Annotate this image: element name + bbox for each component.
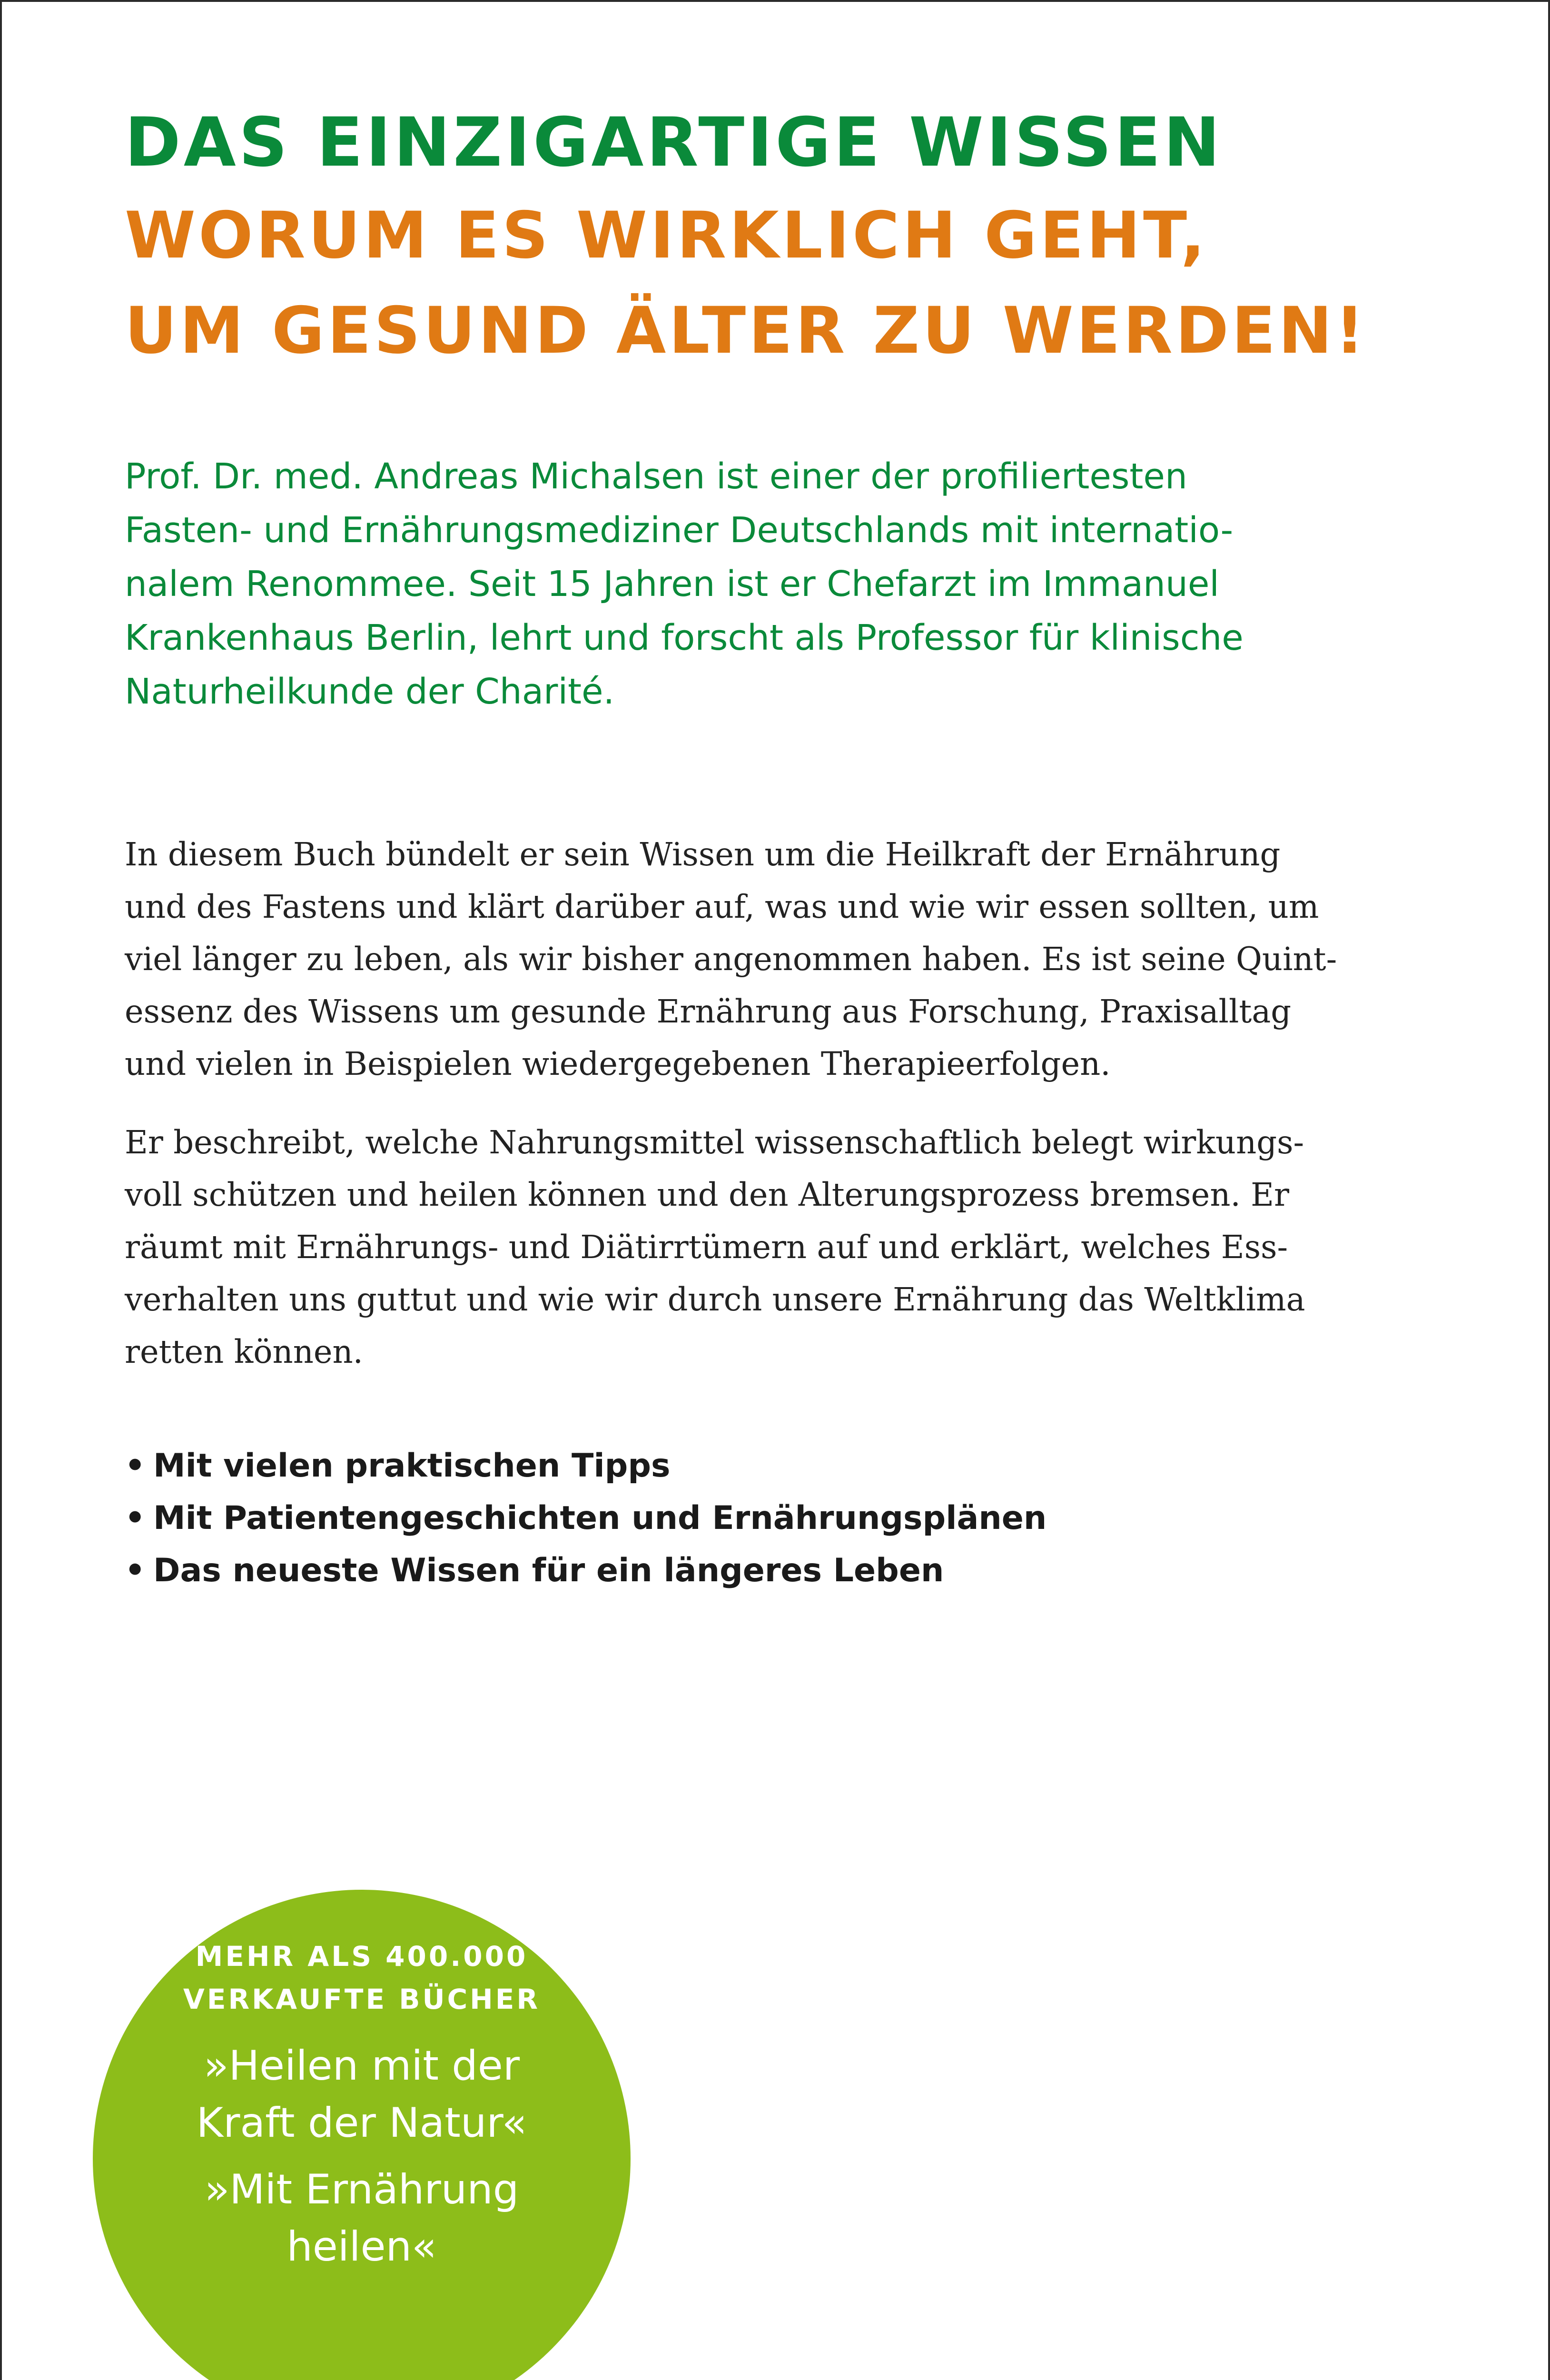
list-item [125,1545,1457,1597]
badge-title-line: »Heilen mit der [203,2042,520,2090]
paragraph-line: Er beschreibt, welche Nahrungsmittel wissenschaftlich belegt wirkungs- [125,1124,1304,1161]
author-intro-line: nalem Renommee. Seit 15 Jahren ist er Chefarzt im Immanuel [125,564,1219,605]
paragraph-line: essenz des Wissens um gesunde Ernährung aus Forschung, Praxisalltag [125,993,1292,1030]
paragraph-line: und des Fastens und klärt darüber auf, was und wie wir essen sollten, um [125,888,1319,925]
bullet-icon: • [125,1447,146,1485]
list-item [125,1492,1457,1545]
badge-title-line: heilen« [286,2223,437,2271]
badge-caps-line: VERKAUFTE BÜCHER [183,1983,540,2015]
badge-title-line: Kraft der Natur« [196,2099,527,2147]
author-intro-line: Krankenhaus Berlin, lehrt und forscht als Professor für klinische [125,617,1244,658]
bullet-icon: • [125,1499,146,1537]
badge-caps-line: MEHR ALS 400.000 [195,1940,528,1973]
list-item-text: Das neueste Wissen für ein längeres Leben [153,1552,944,1589]
headline-line-2: WORUM ES WIRKLICH GEHT, [125,198,1208,273]
paragraph-line: viel länger zu leben, als wir bisher angenommen haben. Es ist seine Quint- [125,941,1337,978]
badge-title-2 [93,2161,631,2275]
paragraph-line: verhalten uns guttut und wie wir durch unsere Ernährung das Weltklima [125,1281,1305,1318]
sales-badge [93,1890,631,2380]
badge-title-1 [93,2037,631,2152]
paragraph-line: und vielen in Beispielen wiedergegebenen Therapieerfolgen. [125,1045,1111,1082]
badge-title-line: »Mit Ernährung [204,2166,519,2213]
author-intro [125,450,1410,719]
paragraph-line: voll schützen und heilen können und den Alterungsprozess bremsen. Er [125,1176,1290,1213]
paragraph-line: In diesem Buch bündelt er sein Wissen um die Heilkraft der Ernährung [125,836,1281,873]
body-paragraph-1 [125,828,1438,1090]
author-intro-line: Naturheilkunde der Charité. [125,671,615,712]
list-item-text: Mit Patientengeschichten und Ernährungsplänen [153,1499,1047,1537]
bullet-icon: • [125,1552,146,1589]
headline [125,98,1505,378]
author-intro-line: Fasten- und Ernährungsmediziner Deutschlands mit internatio- [125,510,1234,551]
body-paragraph-2 [125,1116,1438,1378]
feature-list [125,1440,1457,1597]
headline-line-1: DAS EINZIGARTIGE WISSEN [125,103,1223,182]
badge-sales-count [93,1935,631,2021]
headline-line-3: UM GESUND ÄLTER ZU WERDEN! [125,293,1367,368]
paragraph-line: räumt mit Ernährungs- und Diätirrtümern auf und erklärt, welches Ess- [125,1229,1288,1266]
author-intro-line: Prof. Dr. med. Andreas Michalsen ist einer der profiliertesten [125,456,1187,497]
list-item [125,1440,1457,1492]
list-item-text: Mit vielen praktischen Tipps [153,1447,671,1485]
paragraph-line: retten können. [125,1333,363,1370]
